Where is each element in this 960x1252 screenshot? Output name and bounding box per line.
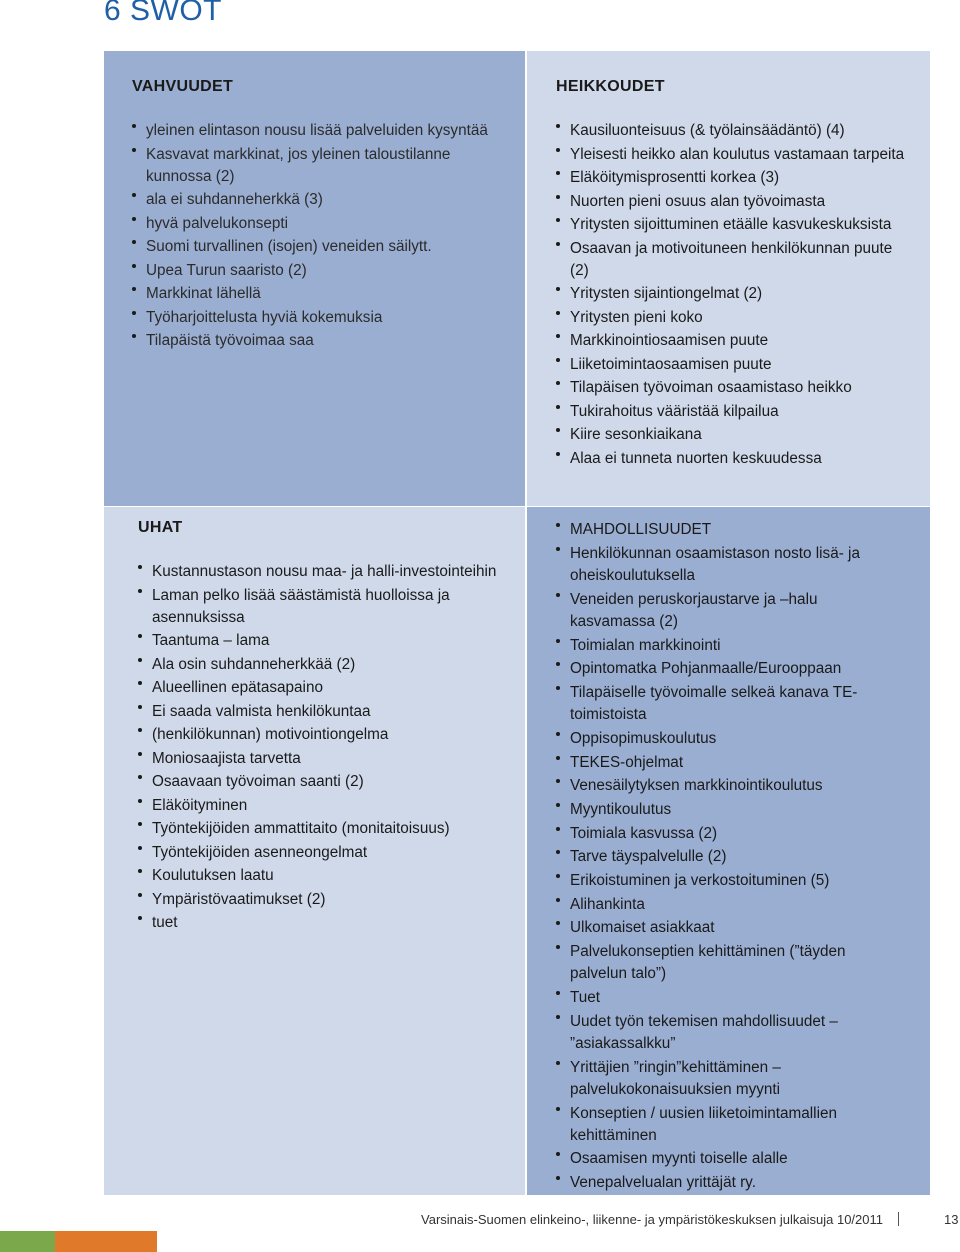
list-item: yleinen elintason nousu lisää palveluiden kysyntää [132,120,505,142]
threats-panel [104,507,525,1195]
list-item: Ulkomaiset asiakkaat [556,917,906,939]
list-item: Taantuma – lama [138,630,505,652]
list-item: Venepalvelualan yrittäjät ry. [556,1172,906,1194]
list-item: Osaavan ja motivoituneen henkilökunnan puute (2) [556,238,910,282]
list-item: Oppisopimuskoulutus [556,728,906,750]
list-item: Yleisesti heikko alan koulutus vastamaan tarpeita [556,144,910,166]
list-item: Alueellinen epätasapaino [138,677,505,699]
list-item: Uudet työn tekemisen mahdollisuudet – ”asiakassalkku” [556,1011,906,1055]
list-item: TEKES-ohjelmat [556,752,906,774]
list-item: hyvä palvelukonsepti [132,213,505,235]
footer-green-bar [0,1231,55,1252]
weaknesses-heading: HEIKKOUDET [556,78,665,95]
page-number: 13 [944,1212,959,1227]
footer-divider [898,1212,899,1226]
list-item: Venesäilytyksen markkinointikoulutus [556,775,906,797]
list-item: tuet [138,912,505,934]
list-item: Kasvavat markkinat, jos yleinen taloustilanne kunnossa (2) [132,144,505,188]
list-item: Markkinat lähellä [132,283,505,305]
list-item: Upea Turun saaristo (2) [132,260,505,282]
list-item: Alaa ei tunneta nuorten keskuudessa [556,448,910,470]
opportunities-panel [527,507,930,1195]
list-item: Työntekijöiden asenneongelmat [138,842,505,864]
list-item: Suomi turvallinen (isojen) veneiden säilytt. [132,236,505,258]
list-item: Tilapäisen työvoiman osaamistaso heikko [556,377,910,399]
list-item: Henkilökunnan osaamistason nosto lisä- ja oheiskoulutuksella [556,543,906,587]
threats-list [138,561,505,934]
list-item: Yritysten sijaintiongelmat (2) [556,283,910,305]
list-item: Tarve täyspalvelulle (2) [556,846,906,868]
list-item: (henkilökunnan) motivointiongelma [138,724,505,746]
list-item: Työharjoittelusta hyviä kokemuksia [132,307,505,329]
list-item: Tukirahoitus vääristää kilpailua [556,401,910,423]
list-item: Toimiala kasvussa (2) [556,823,906,845]
strengths-heading: VAHVUUDET [132,78,234,95]
list-item: Markkinointiosaamisen puute [556,330,910,352]
list-item: Yritysten sijoittuminen etäälle kasvukeskuksista [556,214,910,236]
list-item: Veneiden peruskorjaustarve ja –halu kasvamassa (2) [556,589,906,633]
threats-heading: UHAT [138,519,183,536]
weaknesses-panel [527,51,930,506]
list-item: Alihankinta [556,894,906,916]
list-item: Yritysten pieni koko [556,307,910,329]
list-item: Kustannustason nousu maa- ja halli-investointeihin [138,561,505,583]
list-item: Palvelukonseptien kehittäminen (”täyden palvelun talo”) [556,941,906,985]
list-item: Osaavaan työvoiman saanti (2) [138,771,505,793]
list-item: Tuet [556,987,906,1009]
list-item: Toimialan markkinointi [556,635,906,657]
list-item: Tilapäistä työvoimaa saa [132,330,505,352]
list-item: Yrittäjien ”ringin”kehittäminen – palvelukokonaisuuksien myynti [556,1057,906,1101]
strengths-list [132,120,505,352]
opportunities-list [556,519,906,1194]
list-item: Tilapäiselle työvoimalle selkeä kanava TE-toimistoista [556,682,906,726]
list-item: Laman pelko lisää säästämistä huolloissa ja asennuksissa [138,585,505,629]
list-item: MAHDOLLISUUDET [556,519,906,541]
list-item: ala ei suhdanneherkkä (3) [132,189,505,211]
list-item: Liiketoimintaosaamisen puute [556,354,910,376]
list-item: Kiire sesonkiaikana [556,424,910,446]
footer-orange-bar [55,1231,157,1252]
list-item: Nuorten pieni osuus alan työvoimasta [556,191,910,213]
list-item: Erikoistuminen ja verkostoituminen (5) [556,870,906,892]
list-item: Konseptien / uusien liiketoimintamallien kehittäminen [556,1103,906,1147]
strengths-panel [104,51,525,506]
footer-publication: Varsinais-Suomen elinkeino-, liikenne- ja ympäristökeskuksen julkaisuja 10/2011 [421,1212,883,1227]
list-item: Ympäristövaatimukset (2) [138,889,505,911]
list-item: Ala osin suhdanneherkkää (2) [138,654,505,676]
list-item: Osaamisen myynti toiselle alalle [556,1148,906,1170]
page-title: 6 SWOT [104,0,223,27]
list-item: Opintomatka Pohjanmaalle/Eurooppaan [556,658,906,680]
list-item: Moniosaajista tarvetta [138,748,505,770]
list-item: Eläköityminen [138,795,505,817]
list-item: Myyntikoulutus [556,799,906,821]
list-item: Kausiluonteisuus (& työlainsäädäntö) (4) [556,120,910,142]
list-item: Työntekijöiden ammattitaito (monitaitoisuus) [138,818,505,840]
list-item: Eläköitymisprosentti korkea (3) [556,167,910,189]
list-item: Ei saada valmista henkilökuntaa [138,701,505,723]
weaknesses-list [556,120,910,470]
list-item: Koulutuksen laatu [138,865,505,887]
